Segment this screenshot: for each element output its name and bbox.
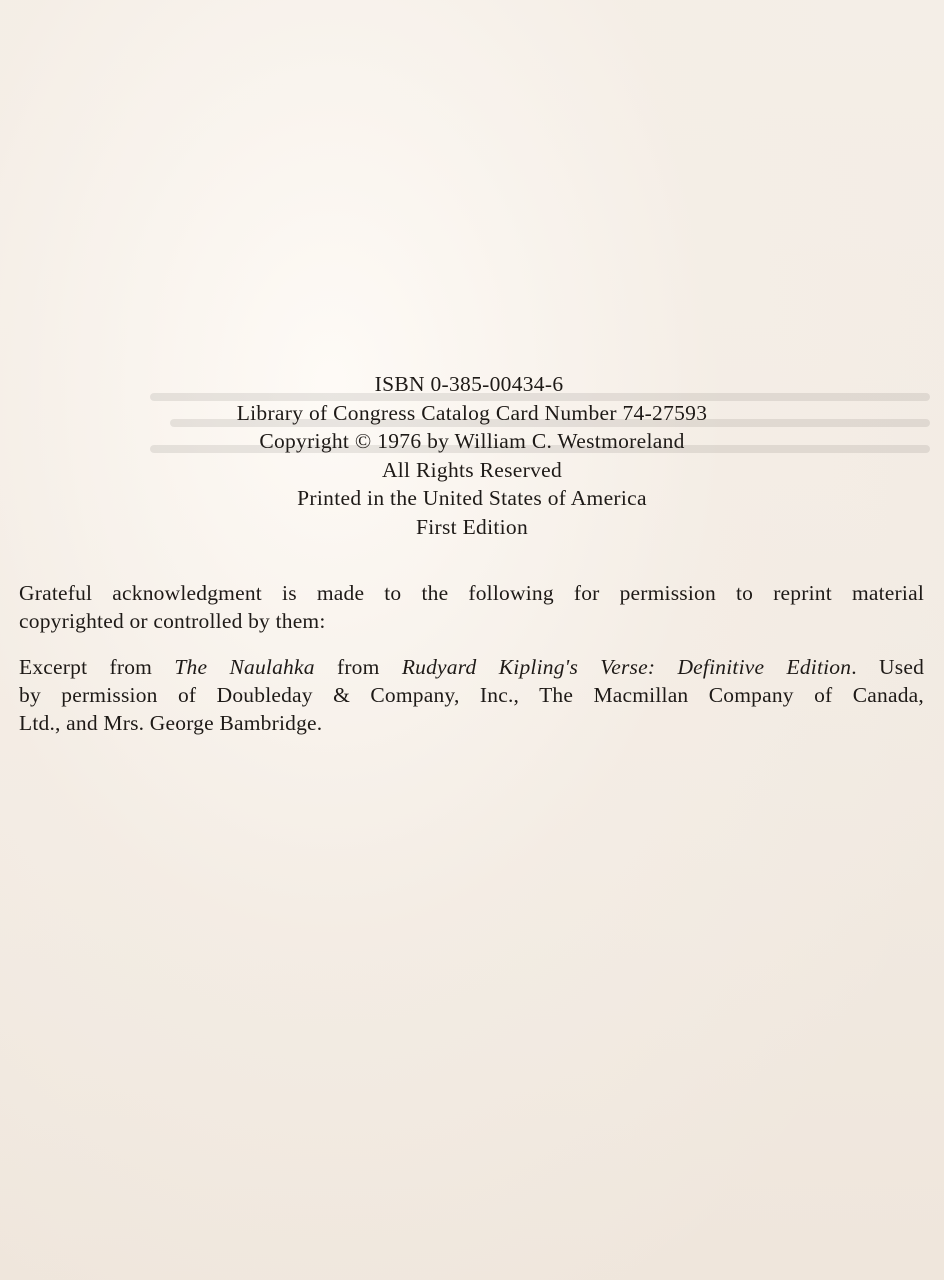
rights-reserved: All Rights Reserved <box>381 457 563 482</box>
excerpt-line: by permission of Doubleday & Company, Inc., The Macmillan Company of Canada, <box>19 683 924 707</box>
acknowledgment-line: copyrighted or controlled by them: <box>19 609 326 633</box>
acknowledgment-paragraph <box>19 579 924 635</box>
edition: First Edition <box>415 514 528 539</box>
work-title: The Naulahka <box>174 655 315 679</box>
excerpt-line: Ltd., and Mrs. George Bambridge. <box>19 711 323 735</box>
excerpt-middle: from <box>314 655 402 679</box>
lccn: Library of Congress Catalog Card Number 74-27593 <box>236 400 708 425</box>
printed-in: Printed in the United States of America <box>297 486 647 510</box>
collection-title: Rudyard Kipling's Verse: Definitive Edition <box>401 655 852 679</box>
excerpt-prefix: Excerpt from <box>19 655 175 679</box>
excerpt-suffix: . Used <box>851 655 925 679</box>
excerpt-line <box>19 653 924 681</box>
isbn: ISBN 0-385-00434-6 <box>374 372 564 396</box>
acknowledgment-line: Grateful acknowledgment is made to the following for permission to reprint material <box>19 581 924 605</box>
copyright-imprint <box>0 370 944 541</box>
excerpt-permission-paragraph <box>19 653 924 737</box>
copyright-notice: Copyright © 1976 by William C. Westmoreland <box>259 429 685 453</box>
